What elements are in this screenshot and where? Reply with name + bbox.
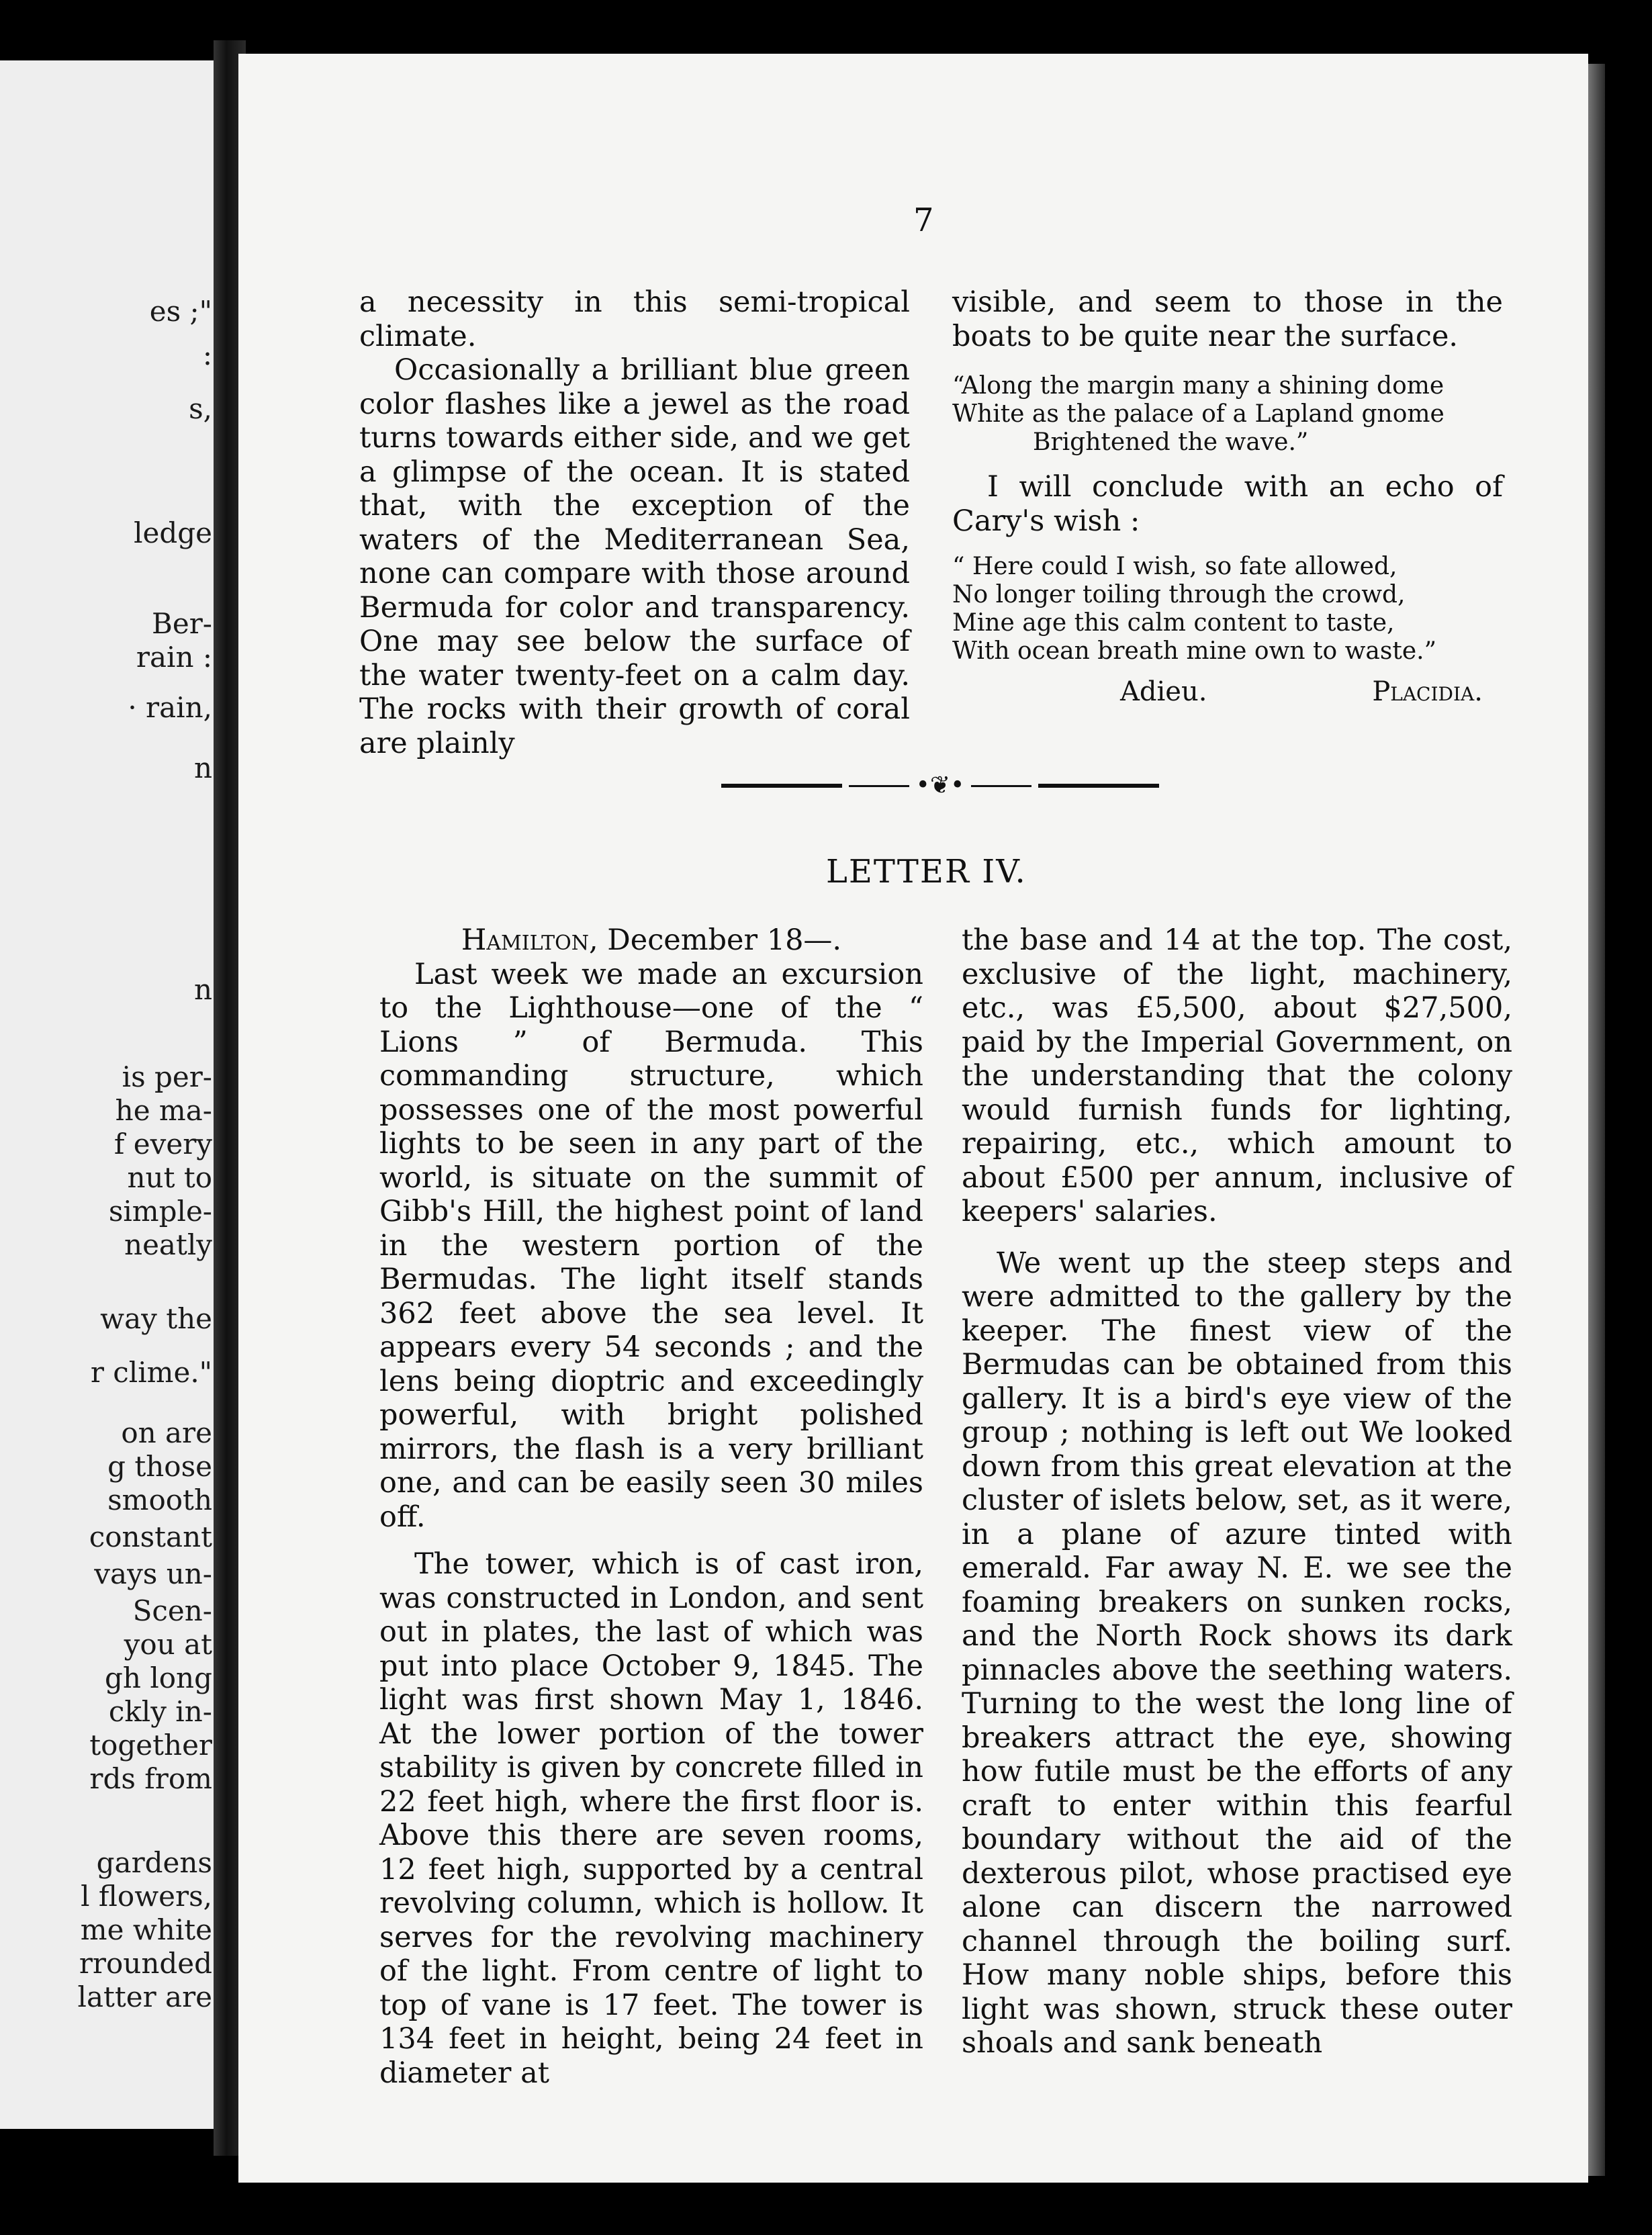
verse-line: With ocean breath mine own to waste.” (952, 637, 1436, 665)
left-page-text-fragment: rds from (89, 1762, 212, 1795)
column-upper-right (952, 285, 1503, 709)
column-lower-left (379, 923, 923, 2090)
left-page-text-fragment: is per- (122, 1060, 212, 1093)
left-page-text-fragment: constant (89, 1520, 212, 1553)
paragraph: visible, and seem to those in the boats to be quite near the surface. (952, 285, 1503, 353)
divider-rule (721, 784, 842, 788)
left-page-text-fragment: l flowers, (81, 1880, 212, 1913)
left-page-text-fragment: simple- (108, 1195, 212, 1228)
left-page-text-fragment: n (193, 751, 212, 784)
left-page-text-fragment: together (89, 1729, 212, 1762)
left-page-text-fragment: he ma- (115, 1094, 212, 1127)
left-page-fragment (0, 60, 222, 2129)
left-page-text-fragment: g those (107, 1450, 212, 1483)
verse-line: White as the palace of a Lapland gnome (952, 400, 1444, 428)
paragraph: Last week we made an excursion to the Lighthouse—one of the “ Lions ” of Bermuda. This commanding structure, which possesses one of the most powerful lights to be seen in any part of the world, is situate on the summit of Gibb's Hill, the highest point of land in the western portion of the Bermudas. The light itself stands 362 feet above the sea level. It appears every 54 seconds ; and the lens being dioptric and exceedingly powerful, with bright polished mirrors, the flash is a very brilliant one, and can be easily seen 30 miles off. (379, 957, 923, 1534)
left-page-text-fragment: on are (121, 1416, 212, 1449)
dateline-place: Hamilton (461, 923, 589, 957)
section-divider (685, 772, 1195, 799)
verse-line: “Along the margin many a shining dome (952, 372, 1444, 400)
ornament-icon: •❦• (915, 772, 965, 799)
left-page-text-fragment: way the (100, 1302, 212, 1335)
page-edge (1588, 64, 1605, 2176)
verse-line: No longer toiling through the crowd, (952, 581, 1406, 608)
verse-line: Mine age this calm content to taste, (952, 609, 1395, 637)
left-page-text-fragment: f every (113, 1128, 212, 1160)
divider-rule (849, 785, 909, 787)
left-page-text-fragment: r clime." (90, 1356, 212, 1389)
left-page-text-fragment: · rain, (128, 691, 212, 724)
left-page-text-fragment: nut to (127, 1161, 212, 1194)
quoted-verse-2 (952, 553, 1503, 666)
column-upper-left (359, 285, 910, 760)
left-page-text-fragment: rain : (136, 641, 212, 674)
paragraph: We went up the steep steps and were admitted to the gallery by the keeper. The finest view of the Bermudas can be obtained from this gallery. It is a bird's eye view of the group ; nothing is left out We looked down from this great elevation at the cluster of islets below, set, as it were, in a plane of azure tinted with emerald. Far away N. E. we see the foaming breakers on sunken rocks, and the North Rock shows its dark pinnacles above the seething waters. Turning to the west the long line of breakers attract the eye, showing how futile must be the efforts of any craft to enter within this fearful boundary without the aid of the dexterous pilot, whose practised eye alone can discern the narrowed channel through the boiling surf. How many noble ships, before this light was shown, struck these outer shoals and sank beneath (962, 1246, 1512, 2060)
left-page-text-fragment: n (193, 973, 212, 1006)
left-page-text-fragment: s, (189, 392, 212, 425)
signoff-name: Placidia. (1372, 676, 1483, 707)
left-page-text-fragment: smooth (107, 1484, 212, 1516)
left-page-text-fragment: me white (80, 1913, 212, 1946)
signoff (952, 675, 1503, 709)
divider-rule (971, 785, 1031, 787)
quoted-verse-1 (952, 372, 1503, 457)
left-page-text-fragment: latter are (77, 1980, 212, 2013)
paragraph: Occasionally a brilliant blue green color flashes like a jewel as the road turns towards either side, and we get a glimpse of the ocean. It is stated that, with the exception of the waters of the Mediterranean Sea, none can compare with those around Bermuda for color and transparency. One may see below the surface of the water twenty-feet on a calm day. The rocks with their growth of coral are plainly (359, 353, 910, 760)
verse-line: “ Here could I wish, so fate allowed, (952, 553, 1397, 580)
paragraph: I will conclude with an echo of Cary's wish : (952, 470, 1503, 538)
verse-line: Brightened the wave.” (1033, 428, 1309, 456)
left-page-text-fragment: you at (124, 1628, 212, 1661)
left-page-text-fragment: vays un- (94, 1557, 212, 1590)
left-page-text-fragment: Ber- (152, 607, 212, 640)
left-page-text-fragment: rrounded (79, 1947, 212, 1980)
left-page-text-fragment: ckly in- (108, 1695, 212, 1728)
paragraph: The tower, which is of cast iron, was constructed in London, and sent out in plates, the last of which was put into place October 9, 1845. The light was first shown May 1, 1846. At the lower portion of the tower stability is given by concrete filled in 22 feet high, where the first floor is. Above this there are seven rooms, 12 feet high, supported by a central revolving column, which is hollow. It serves for the revolving machinery of the light. From centre of light to top of vane is 17 feet. The tower is 134 feet in height, being 24 feet in diameter at (379, 1547, 923, 2090)
left-page-text-fragment: neatly (124, 1228, 212, 1261)
left-page-text-fragment: Scen- (132, 1594, 212, 1627)
page-number: 7 (913, 201, 934, 239)
divider-rule (1038, 784, 1159, 788)
signoff-adieu: Adieu. (1120, 676, 1207, 707)
paragraph: a necessity in this semi-tropical climate. (359, 285, 910, 353)
left-page-text-fragment: es ;" (149, 295, 212, 328)
left-page-text-fragment: gardens (96, 1846, 212, 1879)
paragraph: the base and 14 at the top. The cost, exclusive of the light, machinery, etc., was £5,500, about $27,500, paid by the Imperial Government, on the understanding that the colony would furnish funds for lighting, repairing, etc., which amount to about £500 per annum, inclusive of keepers' salaries. (962, 923, 1512, 1228)
left-page-text-fragment: : (202, 338, 212, 371)
letter-heading: LETTER IV. (826, 853, 1027, 891)
column-lower-right (962, 923, 1512, 2060)
dateline-date: , December 18—. (588, 923, 842, 957)
left-page-text-fragment: gh long (105, 1661, 212, 1694)
left-page-text-fragment: ledge (134, 516, 212, 549)
dateline (379, 923, 923, 958)
